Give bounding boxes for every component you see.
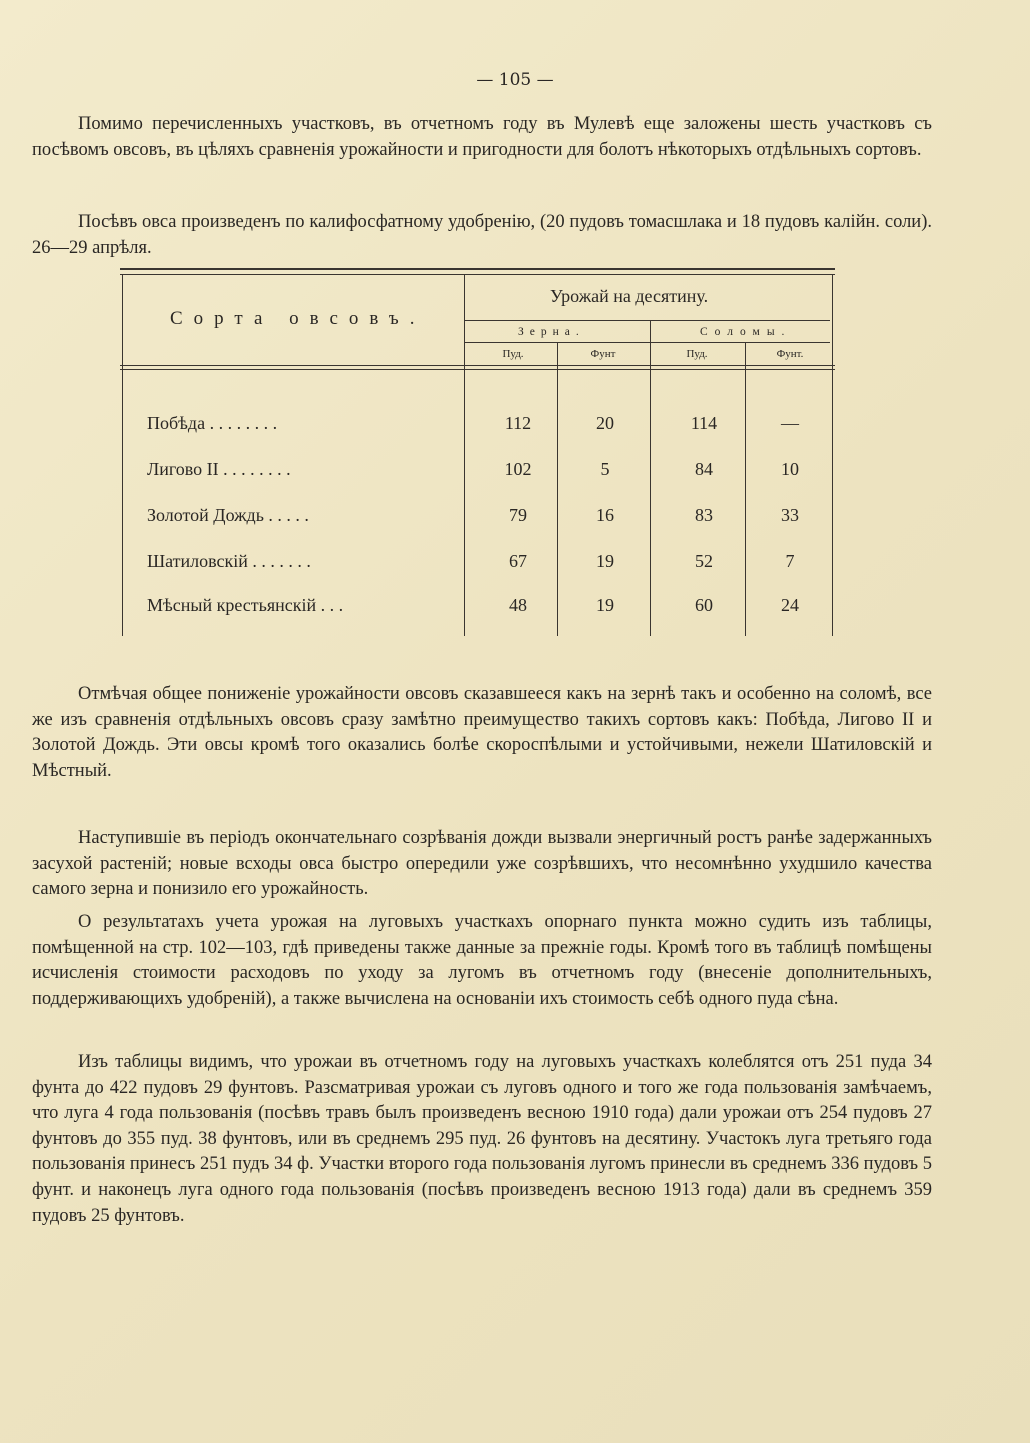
header-bottom-rule [120,365,835,366]
header-grain-funt: Фунт [590,348,616,360]
table-row-name: Лигово II . . . . . . . . [147,459,291,479]
header-yield: Урожай на десятину. [550,286,709,306]
paragraph-1: Помимо перечисленныхъ участковъ, въ отчетномъ году въ Мулевѣ еще заложены шесть участковъ съ посѣвомъ овсовъ, въ цѣляхъ сравненія урожайности и пригодности для болотъ нѣкоторыхъ отдѣльныхъ сортовъ. [32,114,932,160]
header-straw: Соломы. [700,326,792,338]
paragraph-3: Отмѣчая общее пониженіе урожайности овсовъ сказавшееся какъ на зернѣ такъ и особенно на соломѣ, все же изъ сравненія отдѣльныхъ овсовъ сразу замѣтно преимущество такихъ сортовъ какъ: Побѣда, Лигово II и Золотой Дождь. Эти овсы кромѣ того оказались болѣе скороспѣлыми и устойчивыми, нежели Шатиловскій и Мѣстный. [32,684,932,781]
table-cell-straw-pud: 60 [695,595,713,615]
table-cell-straw-funt: 7 [785,551,795,571]
table-cell-straw-pud: 52 [695,551,713,571]
header-straw-funt: Фунт. [776,348,804,360]
table-cell-grain-funt: 16 [596,505,614,525]
name-column-rule [464,274,465,636]
yield-subheader-rule [465,320,830,321]
table-cell-straw-funt: 10 [781,459,799,479]
paragraph-5: О результатахъ учета урожая на луговыхъ участкахъ опорнаго пункта можно судить изъ таблицы, помѣщенной на стр. 102—103, гдѣ приведены также данные за прежніе годы. Кромѣ того въ таблицѣ помѣщены исчисленія стоимости расходовъ по уходу за лугомъ въ отчетномъ году (внесеніе дополнительныхъ, поддерживающихъ удобреній), а также вычислена на основаніи ихъ стоимость себѣ одного пуда сѣна. [32,912,932,1009]
table-cell-straw-pud: 83 [695,505,713,525]
table-cell-straw-funt: — [781,413,799,433]
table-row-name: Шатиловскій . . . . . . . [147,551,311,571]
paragraph-2: Посѣвъ овса произведенъ по калифосфатному удобренію, (20 пудовъ томасшлака и 18 пудовъ калійн. соли). 26—29 апрѣля. [32,212,932,258]
header-grain: Зерна. [518,326,585,338]
table-cell-straw-funt: 33 [781,505,799,525]
table-cell-grain-funt: 20 [596,413,614,433]
header-straw-pud: Пуд. [686,348,708,360]
header-sort: Сорта овсовъ. [170,308,426,329]
table-cell-grain-funt: 19 [596,595,614,615]
table-right-rule [832,274,833,636]
table-row-name: Золотой Дождь . . . . . [147,505,309,525]
table-cell-grain-pud: 67 [509,551,527,571]
table-row-name: Побѣда . . . . . . . . [147,413,278,433]
oats-yield-table [120,268,835,636]
table-left-rule [122,274,123,636]
table-cell-straw-pud: 84 [695,459,713,479]
table-row-name: Мѣсный крестьянскій . . . [147,595,344,615]
header-grain-pud: Пуд. [502,348,524,360]
paragraph-6: Изъ таблицы видимъ, что урожаи въ отчетномъ году на луговыхъ участкахъ колеблятся отъ 251 пуда 34 фунта до 422 пудовъ 29 фунтовъ. Разсматривая урожаи съ луговъ одного и того же года пользованія замѣчаемъ, что луга 4 года пользованія (посѣвъ травъ былъ произведенъ весною 1910 года) дали урожаи отъ 254 пудовъ 27 фунтовъ до 355 пуд. 38 фунтовъ, или въ среднемъ 295 пуд. 26 фунтовъ на десятину. Участокъ луга третьяго года пользованія принесъ 251 пудъ 34 ф. Участки второго года пользованія лугомъ принесли въ среднемъ 336 пудовъ 5 фунт. и наконецъ луга одного года пользованія (посѣвъ произведенъ весною 1913 года) дали въ среднемъ 359 пудовъ 25 фунтовъ. [32,1052,932,1226]
table-top-rule [120,268,835,270]
table-cell-grain-pud: 112 [504,413,532,433]
table-cell-grain-pud: 102 [504,459,532,479]
header-bottom-rule-2 [120,369,835,370]
unit-subheader-rule [465,342,830,343]
page-number: — 105 — [476,70,554,90]
table-cell-grain-pud: 79 [509,505,527,525]
grain-pud-rule [557,342,558,636]
table-top-rule-2 [120,274,835,275]
table-cell-grain-pud: 48 [509,595,527,615]
paragraph-4: Наступившіе въ періодъ окончательнаго созрѣванія дожди вызвали энергичный ростъ ранѣе задержанныхъ засухой растеній; новые всходы овса быстро опередили уже созрѣвшихъ, что несомнѣнно ухудшило качества самого зерна и понизило его урожайность. [32,828,932,900]
table-cell-straw-pud: 114 [690,413,718,433]
table-cell-grain-funt: 5 [600,459,610,479]
straw-pud-rule [745,342,746,636]
table-cell-straw-funt: 24 [781,595,799,615]
table-cell-grain-funt: 19 [596,551,614,571]
grain-straw-rule [650,320,651,636]
